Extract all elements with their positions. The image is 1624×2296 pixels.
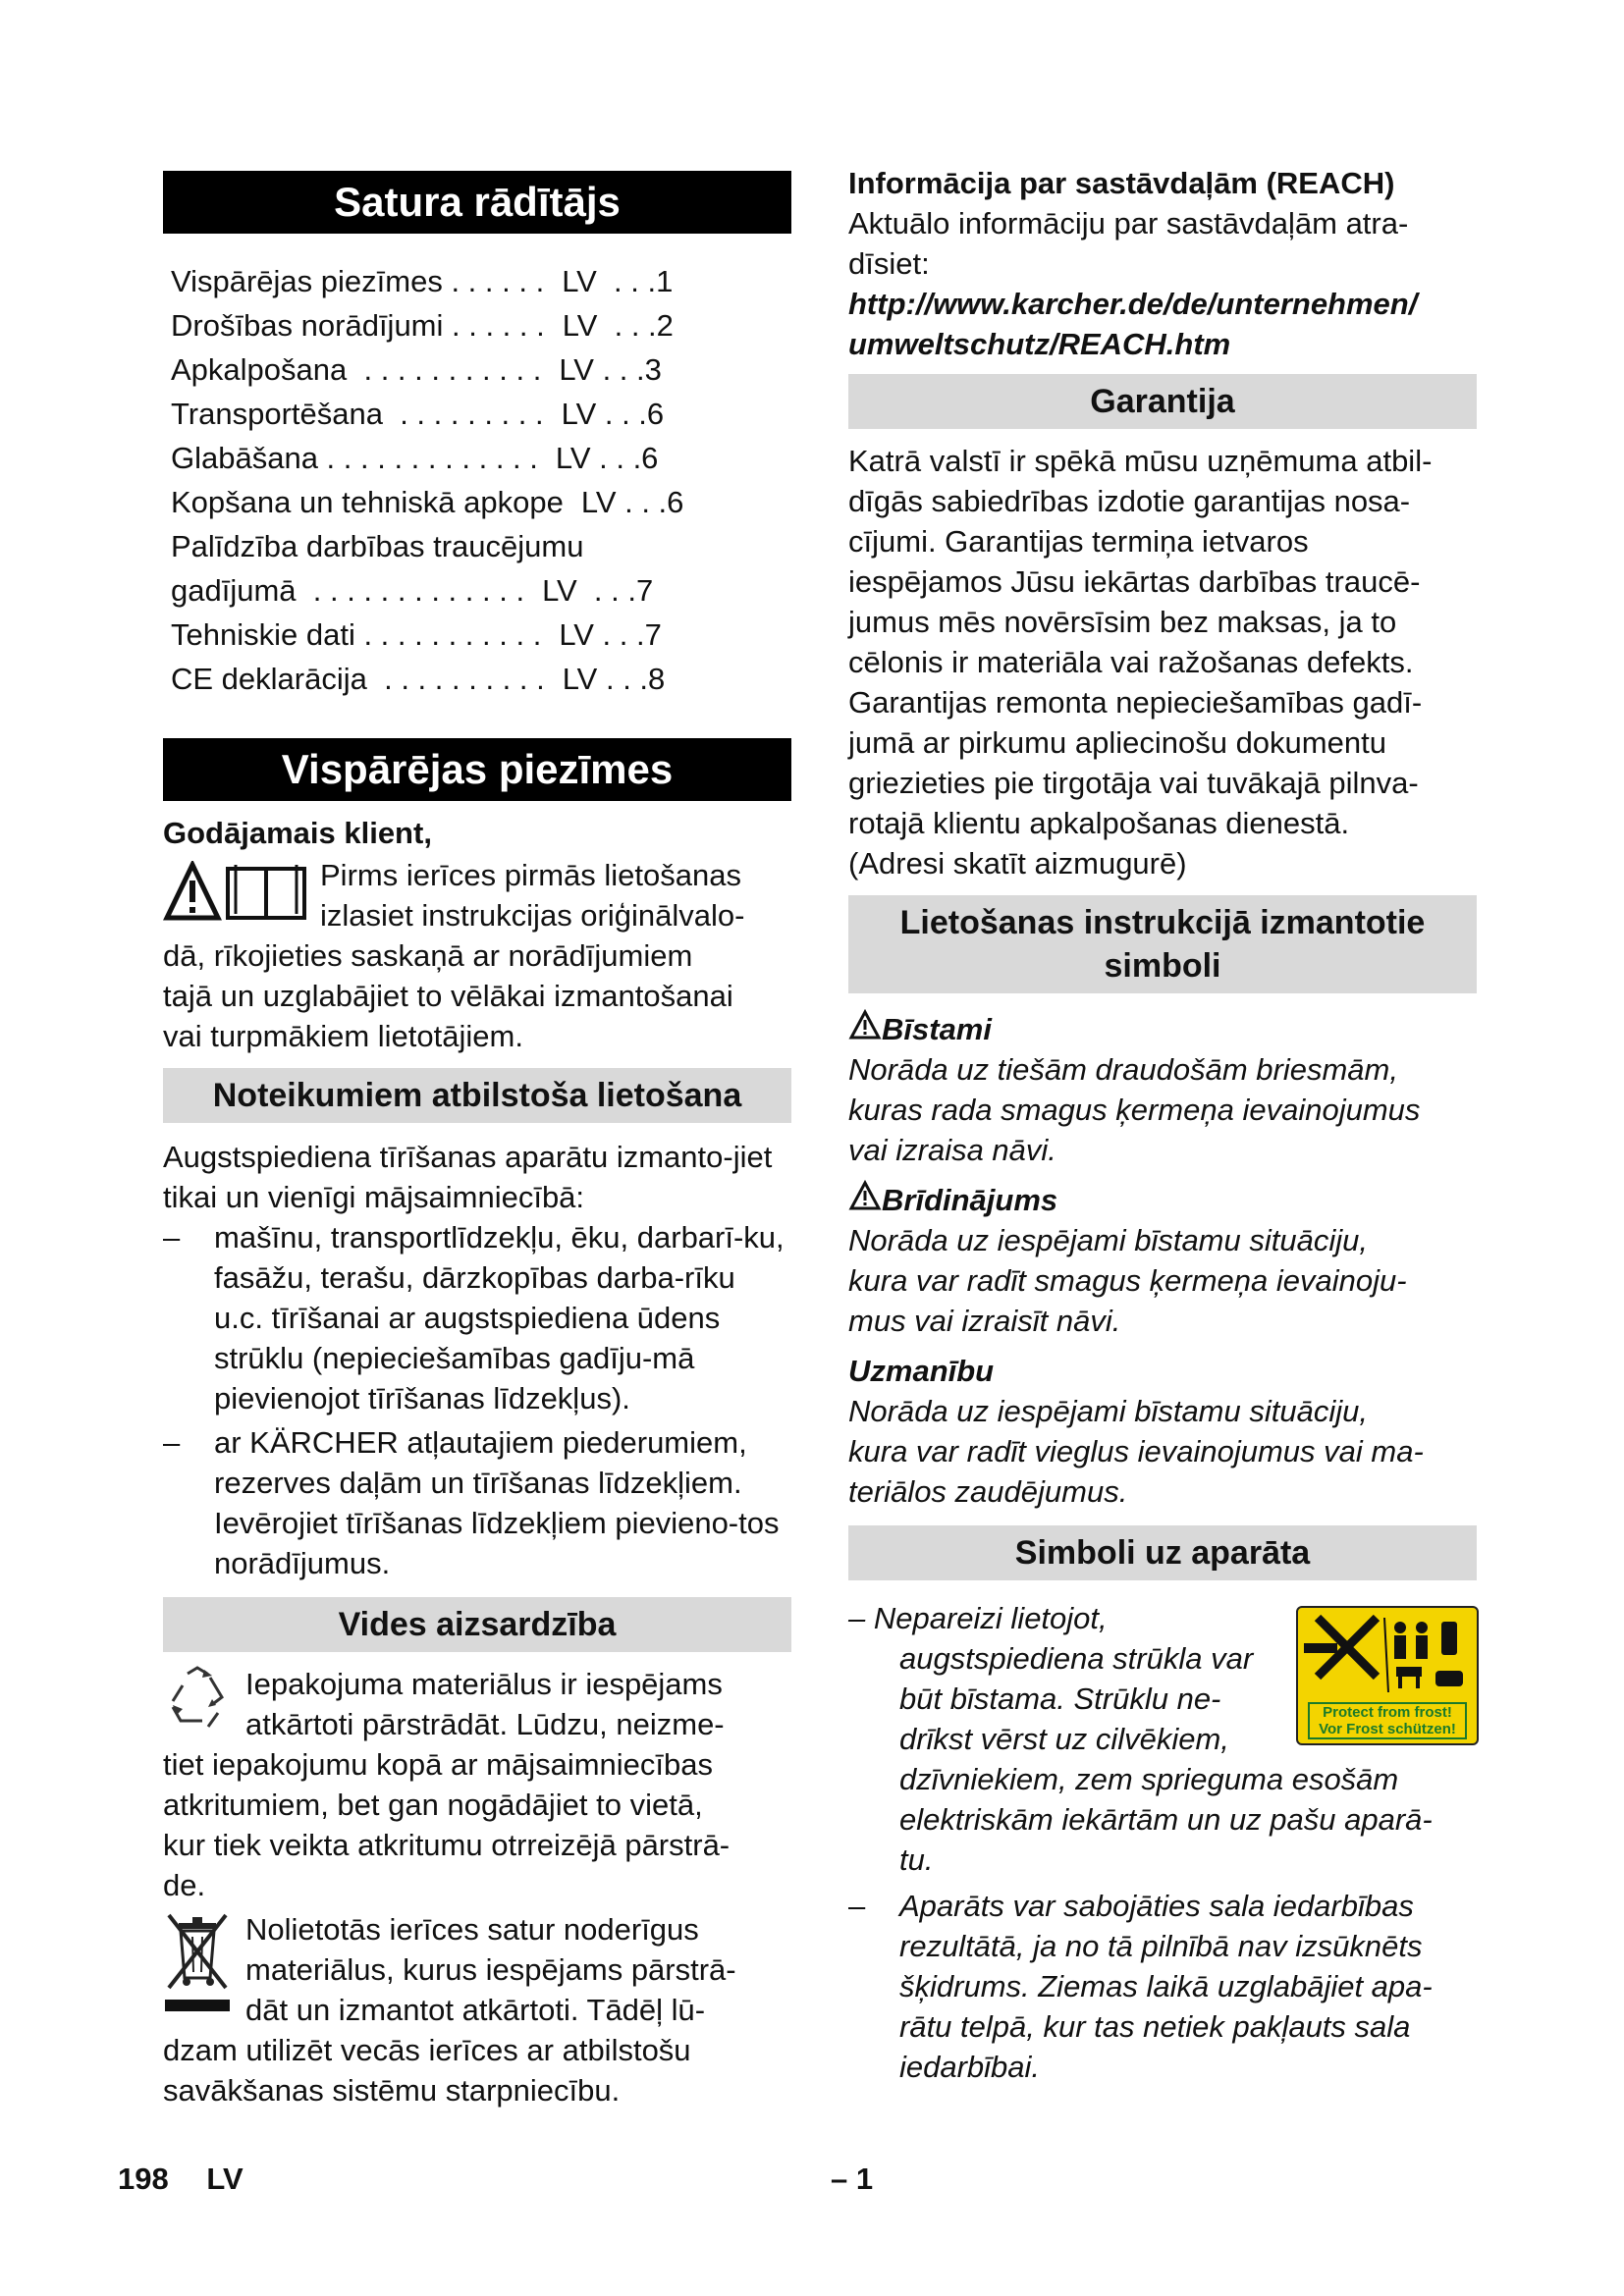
symbols-title-line: simboli — [1104, 947, 1221, 985]
page-number — [118, 2162, 244, 2197]
toc-entry[interactable] — [171, 568, 791, 613]
footer-center: – 1 — [831, 2162, 874, 2196]
caution-title: Uzmanību — [848, 1354, 995, 1388]
toc-entry-label: Kopšana un tehniskā apkope — [171, 485, 564, 519]
intended-use-list — [163, 1217, 791, 1583]
toc-entry-label: Glabāšana . . . . . . . . . . . . . — [171, 441, 538, 475]
toc-entry-page: LV . . .8 — [562, 662, 666, 696]
env-line: atkārtoti pārstrādāt. Lūdzu, neizme- — [245, 1707, 725, 1741]
toc-entry-page: LV . . .6 — [561, 397, 665, 431]
warning-text — [848, 1220, 1477, 1341]
toc-entry[interactable] — [171, 480, 791, 524]
dear-customer: Godājamais klient, — [163, 816, 432, 850]
table-of-contents — [171, 259, 791, 701]
warning-triangle-icon — [848, 1009, 882, 1041]
warranty-line: rotajā klientu apkalpošanas dienestā. — [848, 806, 1350, 840]
toc-entry-page: LV . . .6 — [555, 441, 659, 475]
warranty-line: (Adresi skatīt aizmugurē) — [848, 846, 1187, 881]
reach-url[interactable]: umweltschutz/REACH.htm — [848, 327, 1231, 361]
toc-entry-page: LV . . .6 — [580, 485, 684, 519]
device-symbols-item-2 — [848, 1886, 1477, 2087]
crossed-bin-icon — [163, 1909, 245, 2030]
weee-line: Nolietotās ierīces satur noderīgus — [245, 1912, 699, 1947]
danger-heading — [848, 1009, 1477, 1049]
recycling-icon — [163, 1664, 245, 1744]
env-line: tiet iepakojumu kopā ar mājsaimniecības — [163, 1747, 713, 1782]
toc-entry-page: LV . . .2 — [562, 308, 674, 343]
env-line: Iepakojuma materiālus ir iespējams — [245, 1667, 723, 1701]
item2-line: šķidrums. Ziemas laikā uzglabājiet apa- — [899, 1969, 1433, 2003]
toc-entry-label: Tehniskie dati . . . . . . . . . . . — [171, 617, 542, 652]
item1-line: augstspiediena strūkla var — [899, 1641, 1254, 1676]
intro-line: izlasiet instrukcijas oriģinālvalo- — [320, 898, 745, 933]
reach-title: Informācija par sastāvdaļām (REACH) — [848, 166, 1395, 200]
caution-line: kura var radīt vieglus ievainojumus vai ma- — [848, 1434, 1424, 1468]
toc-entry-label: Apkalpošana . . . . . . . . . . . — [171, 352, 542, 387]
weee-line: savākšanas sistēmu starpniecību. — [163, 2073, 621, 2108]
item2-line: iedarbībai. — [899, 2050, 1041, 2084]
caution-line: teriālos zaudējumus. — [848, 1474, 1128, 1509]
toc-entry-label: Vispārējas piezīmes . . . . . . — [171, 264, 545, 298]
warranty-line: griezieties pie tirgotāja vai tuvākajā pilnva- — [848, 766, 1419, 800]
sticker-line: Protect from frost! — [1323, 1704, 1452, 1721]
list-dash: – — [163, 1220, 181, 1255]
warranty-line: iespējamos Jūsu iekārtas darbības traucē- — [848, 564, 1421, 599]
toc-entry-label: Drošības norādījumi . . . . . . — [171, 308, 545, 343]
weee-block — [163, 1909, 791, 2030]
reach-line: dīsiet: — [848, 246, 930, 281]
item1-line: dzīvniekiem, zem sprieguma esošām — [899, 1762, 1399, 1796]
frost-warning-label — [1308, 1702, 1467, 1739]
item2-line: rezultātā, ja no tā pilnībā nav izsūknēts — [899, 1929, 1423, 1963]
symbols-title — [848, 895, 1477, 993]
symbols-title-line: Lietošanas instrukcijā izmantotie — [899, 904, 1426, 941]
warning-title: Brīdinājums — [882, 1183, 1058, 1217]
toc-entry[interactable] — [171, 657, 791, 701]
danger-line: kuras rada smagus ķermeņa ievainojumus — [848, 1093, 1421, 1127]
warning-line: Norāda uz iespējami bīstamu situāciju, — [848, 1223, 1368, 1257]
danger-text — [848, 1049, 1477, 1170]
toc-entry-label: CE deklarācija . . . . . . . . . . — [171, 662, 545, 696]
env-line: de. — [163, 1868, 206, 1902]
weee-line: materiālus, kurus iespējams pārstrā- — [245, 1952, 736, 1987]
toc-entry[interactable] — [171, 392, 791, 436]
list-dash: – — [848, 1889, 866, 1923]
toc-entry[interactable] — [171, 524, 791, 568]
page-number-value: 198 — [118, 2162, 169, 2196]
toc-entry[interactable] — [171, 613, 791, 657]
toc-entry-label: Transportēšana . . . . . . . . . — [171, 397, 544, 431]
intro-line: Pirms ierīces pirmās lietošanas — [320, 858, 741, 892]
caution-text — [848, 1391, 1477, 1512]
toc-entry-page: LV . . .7 — [542, 573, 654, 608]
toc-entry-label: gadījumā . . . . . . . . . . . . . — [171, 573, 525, 608]
general-notes-title: Vispārējas piezīmes — [163, 738, 791, 801]
list-item-text: mašīnu, transportlīdzekļu, ēku, darbarī-ku, fasāžu, terašu, dārzkopības darba-rīku u.c. tīrīšanai ar augstspiediena ūdens strūklu (nepieciešamības gadīju-mā pievienojot tīrīšanas līdzekļus). — [214, 1220, 785, 1415]
toc-entry[interactable] — [171, 303, 791, 347]
list-item-text: ar KÄRCHER atļautajiem piederumiem, rezerves daļām un tīrīšanas līdzekļiem. Ievērojiet tīrīšanas līdzekļiem pievieno-tos norādījumus. — [214, 1425, 780, 1580]
toc-entry-label: Palīdzība darbības traucējumu — [171, 529, 584, 563]
toc-entry[interactable] — [171, 259, 791, 303]
warranty-line: dīgās sabiedrības izdotie garantijas nosa- — [848, 484, 1411, 518]
weee-line: dāt un izmantot atkārtoti. Tādēļ lū- — [245, 1993, 706, 2027]
environment-title: Vides aizsardzība — [163, 1597, 791, 1652]
danger-line: vai izraisa nāvi. — [848, 1133, 1056, 1167]
reach-url[interactable]: http://www.karcher.de/de/unternehmen/ — [848, 287, 1418, 321]
weee-line: dzam utilizēt vecās ierīces ar atbilstošu — [163, 2033, 691, 2067]
toc-entry[interactable] — [171, 347, 791, 392]
item1-line: elektriskām iekārtām un uz pašu aparā- — [899, 1802, 1433, 1837]
item1-line: būt bīstama. Strūklu ne- — [899, 1682, 1221, 1716]
device-symbols-item-1 — [848, 1598, 1477, 1880]
item2-line: Aparāts var sabojāties sala iedarbības — [899, 1889, 1414, 1923]
language-code: LV — [206, 2162, 244, 2196]
device-symbols-title: Simboli uz aparāta — [848, 1525, 1477, 1580]
reach-line: Aktuālo informāciju par sastāvdaļām atra- — [848, 206, 1409, 240]
warning-heading — [848, 1180, 1477, 1220]
warranty-line: jumā ar pirkumu apliecinošu dokumentu — [848, 725, 1386, 760]
warning-line: mus vai izraisīt nāvi. — [848, 1304, 1121, 1338]
toc-entry-page: LV . . .7 — [559, 617, 662, 652]
warranty-line: Garantijas remonta nepieciešamības gadī- — [848, 685, 1423, 720]
left-column — [163, 171, 791, 2110]
intro-line: tajā un uzglabājiet to vēlākai izmantošanai — [163, 979, 733, 1013]
env-line: atkritumiem, bet gan nogādājiet to vietā, — [163, 1788, 703, 1822]
list-item — [163, 1422, 791, 1583]
toc-title: Satura rādītājs — [163, 171, 791, 234]
protect-from-frost-sticker — [1296, 1606, 1479, 1745]
danger-line: Norāda uz tiešām draudošām briesmām, — [848, 1052, 1398, 1087]
toc-entry-page: LV . . .3 — [559, 352, 662, 387]
item1-line: tu. — [899, 1842, 934, 1877]
toc-entry-page: LV . . .1 — [562, 264, 674, 298]
intended-use-text: Augstspiediena tīrīšanas aparātu izmanto-jiet tikai un vienīgi mājsaimniecībā: — [163, 1140, 773, 1214]
recycling-block — [163, 1664, 791, 1744]
warranty-text — [848, 441, 1477, 883]
list-dash: – — [163, 1425, 181, 1460]
warranty-line: cījumi. Garantijas termiņa ietvaros — [848, 524, 1309, 559]
warning-book-icon — [163, 855, 320, 935]
warranty-title: Garantija — [848, 374, 1477, 429]
intended-use-title: Noteikumiem atbilstoša lietošana — [163, 1068, 791, 1123]
caution-line: Norāda uz iespējami bīstamu situāciju, — [848, 1394, 1368, 1428]
warranty-line: Katrā valstī ir spēkā mūsu uzņēmuma atbil- — [848, 444, 1433, 478]
intro-line: vai turpmākiem lietotājiem. — [163, 1019, 523, 1053]
item2-line: rātu telpā, kur tas netiek pakļauts sala — [899, 2009, 1411, 2044]
danger-title: Bīstami — [882, 1012, 992, 1046]
intro-line: dā, rīkojieties saskaņā ar norādījumiem — [163, 938, 693, 973]
env-line: kur tiek veikta atkritumu otrreizējā pārstrā- — [163, 1828, 731, 1862]
toc-entry[interactable] — [171, 436, 791, 480]
no-spray-pictogram-icon — [1298, 1608, 1477, 1702]
warranty-line: cēlonis ir materiāla vai ražošanas defekts. — [848, 645, 1414, 679]
intro-block — [163, 855, 791, 935]
warning-triangle-icon — [848, 1180, 882, 1211]
right-column — [848, 163, 1477, 2087]
list-item — [163, 1217, 791, 1418]
item1-line: drīkst vērst uz cilvēkiem, — [899, 1722, 1229, 1756]
item1-line: – Nepareizi lietojot, — [848, 1601, 1108, 1635]
sticker-line: Vor Frost schützen! — [1319, 1721, 1456, 1737]
warranty-line: jumus mēs novērsīsim bez maksas, ja to — [848, 605, 1397, 639]
warning-line: kura var radīt smagus ķermeņa ievainoju- — [848, 1263, 1407, 1298]
